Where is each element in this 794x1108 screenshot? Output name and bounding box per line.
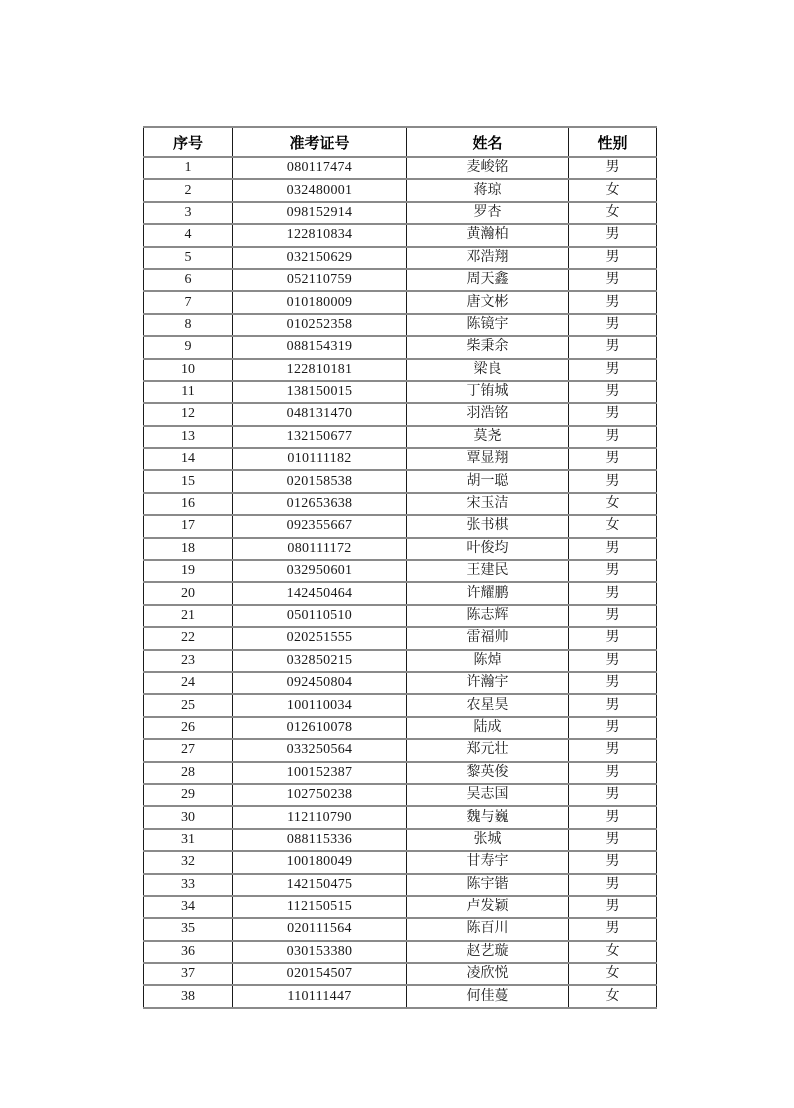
table-row	[144, 650, 657, 672]
cell-gender: 男	[569, 403, 657, 425]
cell-no: 18	[144, 538, 233, 560]
table-row	[144, 269, 657, 291]
table-row	[144, 403, 657, 425]
cell-no: 35	[144, 918, 233, 940]
cell-ticket: 052110759	[233, 269, 407, 291]
table-row	[144, 157, 657, 179]
cell-gender: 女	[569, 985, 657, 1007]
table-row	[144, 963, 657, 985]
cell-name: 邓浩翔	[407, 247, 569, 269]
cell-name: 陈宇锴	[407, 874, 569, 896]
cell-gender: 女	[569, 515, 657, 537]
cell-ticket: 112150515	[233, 896, 407, 918]
table-row	[144, 762, 657, 784]
cell-gender: 男	[569, 336, 657, 358]
cell-ticket: 012653638	[233, 493, 407, 515]
cell-ticket: 032950601	[233, 560, 407, 582]
cell-no: 33	[144, 874, 233, 896]
cell-gender: 男	[569, 359, 657, 381]
cell-no: 8	[144, 314, 233, 336]
cell-name: 叶俊均	[407, 538, 569, 560]
cell-name: 陈百川	[407, 918, 569, 940]
table-row	[144, 672, 657, 694]
cell-gender: 男	[569, 739, 657, 761]
cell-ticket: 138150015	[233, 381, 407, 403]
cell-name: 郑元壮	[407, 739, 569, 761]
cell-gender: 女	[569, 179, 657, 201]
cell-gender: 女	[569, 963, 657, 985]
cell-gender: 男	[569, 470, 657, 492]
cell-gender: 男	[569, 314, 657, 336]
cell-no: 9	[144, 336, 233, 358]
cell-ticket: 032850215	[233, 650, 407, 672]
cell-ticket: 100180049	[233, 851, 407, 873]
cell-name: 蒋琼	[407, 179, 569, 201]
cell-name: 王建民	[407, 560, 569, 582]
cell-ticket: 132150677	[233, 426, 407, 448]
col-header-name: 姓名	[407, 127, 569, 157]
cell-gender: 女	[569, 941, 657, 963]
table-row	[144, 806, 657, 828]
cell-ticket: 088154319	[233, 336, 407, 358]
table-row	[144, 538, 657, 560]
table-row	[144, 694, 657, 716]
cell-ticket: 020251555	[233, 627, 407, 649]
cell-ticket: 122810181	[233, 359, 407, 381]
cell-no: 2	[144, 179, 233, 201]
cell-ticket: 100152387	[233, 762, 407, 784]
cell-name: 羽浩铭	[407, 403, 569, 425]
table-row	[144, 985, 657, 1007]
table-row	[144, 381, 657, 403]
cell-ticket: 092355667	[233, 515, 407, 537]
cell-name: 陈焯	[407, 650, 569, 672]
table-row	[144, 470, 657, 492]
cell-gender: 男	[569, 381, 657, 403]
cell-no: 19	[144, 560, 233, 582]
cell-ticket: 080111172	[233, 538, 407, 560]
cell-ticket: 098152914	[233, 202, 407, 224]
table-row	[144, 179, 657, 201]
table-row	[144, 851, 657, 873]
cell-no: 15	[144, 470, 233, 492]
cell-name: 许耀鹏	[407, 582, 569, 604]
cell-gender: 男	[569, 247, 657, 269]
table-row	[144, 448, 657, 470]
table-row	[144, 359, 657, 381]
cell-gender: 男	[569, 627, 657, 649]
cell-name: 梁良	[407, 359, 569, 381]
cell-name: 陈志辉	[407, 605, 569, 627]
table-row	[144, 426, 657, 448]
table-row	[144, 829, 657, 851]
cell-name: 甘寿宇	[407, 851, 569, 873]
cell-name: 赵艺璇	[407, 941, 569, 963]
cell-ticket: 020158538	[233, 470, 407, 492]
cell-name: 何佳蔓	[407, 985, 569, 1007]
cell-name: 黎英俊	[407, 762, 569, 784]
cell-gender: 男	[569, 582, 657, 604]
cell-no: 24	[144, 672, 233, 694]
cell-no: 13	[144, 426, 233, 448]
cell-ticket: 102750238	[233, 784, 407, 806]
cell-no: 34	[144, 896, 233, 918]
cell-gender: 男	[569, 717, 657, 739]
table-row	[144, 560, 657, 582]
header-row	[144, 127, 657, 157]
cell-no: 32	[144, 851, 233, 873]
cell-ticket: 033250564	[233, 739, 407, 761]
cell-gender: 男	[569, 291, 657, 313]
table-row	[144, 582, 657, 604]
cell-ticket: 122810834	[233, 224, 407, 246]
cell-ticket: 100110034	[233, 694, 407, 716]
table-row	[144, 627, 657, 649]
cell-name: 农星昊	[407, 694, 569, 716]
cell-no: 38	[144, 985, 233, 1007]
cell-gender: 男	[569, 918, 657, 940]
cell-ticket: 032150629	[233, 247, 407, 269]
cell-ticket: 048131470	[233, 403, 407, 425]
cell-ticket: 010111182	[233, 448, 407, 470]
cell-no: 11	[144, 381, 233, 403]
cell-name: 凌欣悦	[407, 963, 569, 985]
cell-ticket: 012610078	[233, 717, 407, 739]
cell-gender: 男	[569, 672, 657, 694]
cell-no: 31	[144, 829, 233, 851]
cell-ticket: 010252358	[233, 314, 407, 336]
cell-ticket: 112110790	[233, 806, 407, 828]
cell-no: 37	[144, 963, 233, 985]
cell-gender: 男	[569, 806, 657, 828]
cell-no: 1	[144, 157, 233, 179]
cell-no: 14	[144, 448, 233, 470]
table-row	[144, 896, 657, 918]
cell-name: 卢发颖	[407, 896, 569, 918]
cell-ticket: 080117474	[233, 157, 407, 179]
cell-ticket: 050110510	[233, 605, 407, 627]
table-row	[144, 717, 657, 739]
table-header	[144, 127, 657, 157]
cell-no: 17	[144, 515, 233, 537]
cell-name: 麦峻铭	[407, 157, 569, 179]
cell-name: 覃显翔	[407, 448, 569, 470]
cell-gender: 男	[569, 448, 657, 470]
cell-name: 吴志国	[407, 784, 569, 806]
table-row	[144, 874, 657, 896]
table-row	[144, 515, 657, 537]
table-row	[144, 202, 657, 224]
cell-no: 10	[144, 359, 233, 381]
table-row	[144, 247, 657, 269]
table-row	[144, 314, 657, 336]
cell-gender: 男	[569, 224, 657, 246]
cell-ticket: 030153380	[233, 941, 407, 963]
cell-gender: 女	[569, 202, 657, 224]
cell-ticket: 142150475	[233, 874, 407, 896]
cell-no: 25	[144, 694, 233, 716]
cell-name: 雷福帅	[407, 627, 569, 649]
cell-name: 唐文彬	[407, 291, 569, 313]
cell-no: 30	[144, 806, 233, 828]
cell-gender: 男	[569, 426, 657, 448]
cell-name: 丁铕城	[407, 381, 569, 403]
cell-no: 5	[144, 247, 233, 269]
cell-no: 22	[144, 627, 233, 649]
cell-name: 胡一聪	[407, 470, 569, 492]
cell-gender: 男	[569, 784, 657, 806]
table-row	[144, 941, 657, 963]
cell-name: 陈镜宇	[407, 314, 569, 336]
cell-no: 21	[144, 605, 233, 627]
cell-name: 柴秉余	[407, 336, 569, 358]
cell-no: 27	[144, 739, 233, 761]
table-body	[144, 157, 657, 1008]
cell-name: 周天鑫	[407, 269, 569, 291]
cell-name: 许瀚宇	[407, 672, 569, 694]
cell-no: 36	[144, 941, 233, 963]
table-row	[144, 336, 657, 358]
cell-no: 26	[144, 717, 233, 739]
cell-no: 16	[144, 493, 233, 515]
cell-gender: 男	[569, 605, 657, 627]
table-row	[144, 739, 657, 761]
cell-no: 3	[144, 202, 233, 224]
cell-name: 宋玉洁	[407, 493, 569, 515]
col-header-no: 序号	[144, 127, 233, 157]
cell-ticket: 092450804	[233, 672, 407, 694]
cell-name: 张书棋	[407, 515, 569, 537]
cell-name: 黄瀚柏	[407, 224, 569, 246]
cell-gender: 男	[569, 851, 657, 873]
cell-gender: 男	[569, 650, 657, 672]
cell-name: 莫尧	[407, 426, 569, 448]
cell-ticket: 010180009	[233, 291, 407, 313]
cell-gender: 男	[569, 762, 657, 784]
table-row	[144, 918, 657, 940]
table-row	[144, 493, 657, 515]
cell-gender: 男	[569, 829, 657, 851]
cell-ticket: 032480001	[233, 179, 407, 201]
cell-ticket: 110111447	[233, 985, 407, 1007]
cell-ticket: 020154507	[233, 963, 407, 985]
cell-gender: 男	[569, 269, 657, 291]
cell-name: 陆成	[407, 717, 569, 739]
cell-name: 魏与巍	[407, 806, 569, 828]
cell-no: 23	[144, 650, 233, 672]
table-row	[144, 784, 657, 806]
table-row	[144, 291, 657, 313]
cell-gender: 男	[569, 157, 657, 179]
cell-ticket: 088115336	[233, 829, 407, 851]
cell-ticket: 020111564	[233, 918, 407, 940]
exam-candidate-roster-table	[143, 126, 657, 1009]
cell-gender: 男	[569, 560, 657, 582]
cell-ticket: 142450464	[233, 582, 407, 604]
cell-no: 7	[144, 291, 233, 313]
col-header-ticket: 准考证号	[233, 127, 407, 157]
col-header-gender: 性别	[569, 127, 657, 157]
cell-gender: 男	[569, 874, 657, 896]
table-row	[144, 605, 657, 627]
cell-no: 6	[144, 269, 233, 291]
cell-no: 4	[144, 224, 233, 246]
cell-gender: 男	[569, 538, 657, 560]
cell-no: 28	[144, 762, 233, 784]
cell-no: 12	[144, 403, 233, 425]
cell-no: 20	[144, 582, 233, 604]
table-row	[144, 224, 657, 246]
cell-gender: 女	[569, 493, 657, 515]
cell-gender: 男	[569, 694, 657, 716]
cell-name: 张城	[407, 829, 569, 851]
cell-no: 29	[144, 784, 233, 806]
cell-name: 罗杏	[407, 202, 569, 224]
cell-gender: 男	[569, 896, 657, 918]
